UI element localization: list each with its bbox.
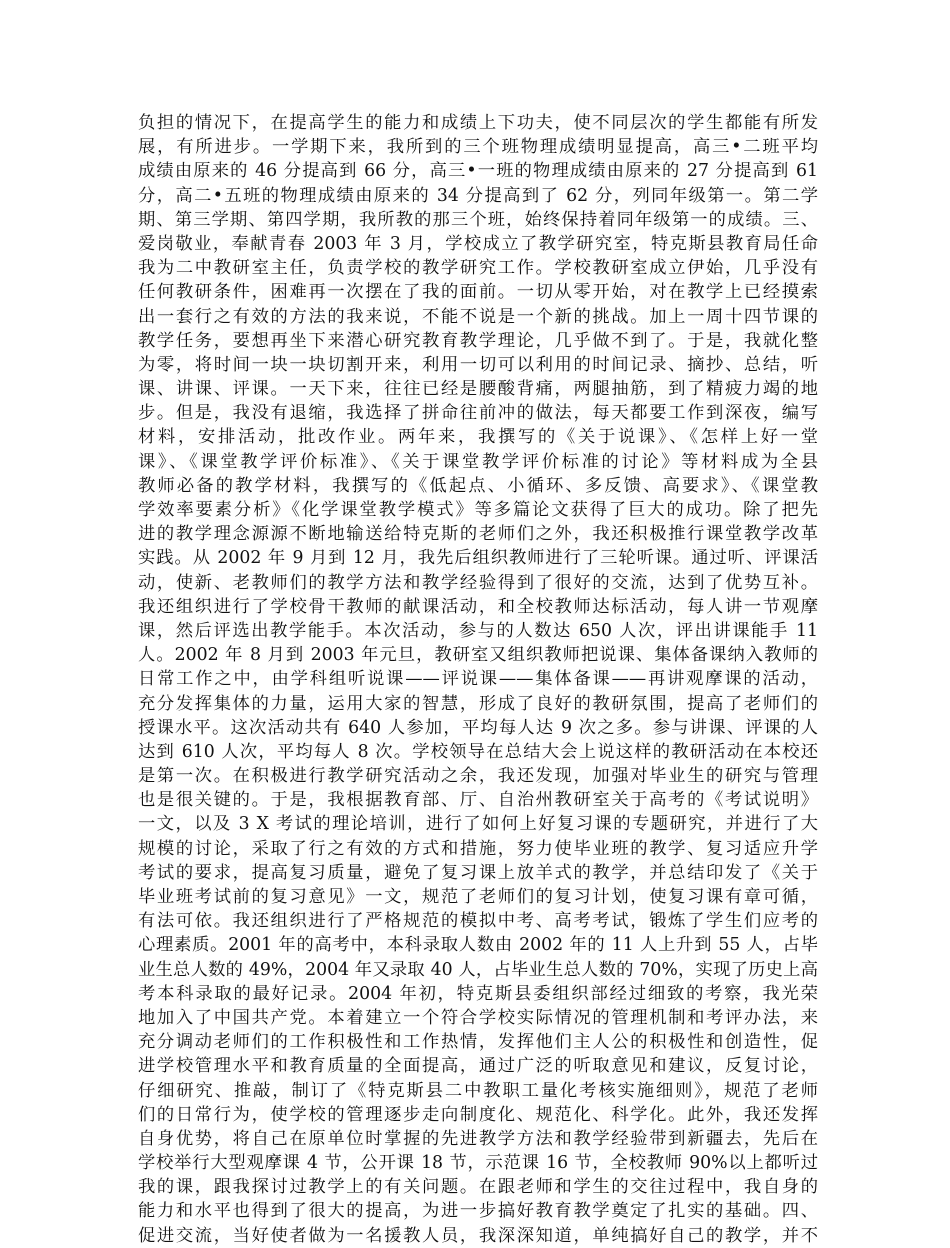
- text-line: 进学校管理水平和教育质量的全面提高，通过广泛的听取意见和建议，反复讨论，: [138, 1056, 818, 1077]
- text-line: 人。2002 年 8 月到 2003 年元旦，教研室又组织教师把说课、集体备课纳入教师的: [138, 645, 818, 666]
- text-line: 有法可依。我还组织进行了严格规范的模拟中考、高考考试，锻炼了学生们应考的: [138, 911, 818, 932]
- text-line: 我的课，跟我探讨过教学上的有关问题。在跟老师和学生的交往过程中，我自身的: [138, 1177, 818, 1198]
- text-line: 期、第三学期、第四学期，我所教的那三个班，始终保持着同年级第一的成绩。三、: [138, 209, 818, 230]
- text-line: 负担的情况下，在提高学生的能力和成绩上下功夫，使不同层次的学生都能有所发: [138, 113, 818, 133]
- text-line: 也是很关键的。于是，我根据教育部、厅、自治州教研室关于高考的《考试说明》: [138, 790, 818, 811]
- text-line: 考试的要求，提高复习质量，避免了复习课上放羊式的教学，并总结印发了《关于: [138, 862, 818, 883]
- text-line: 分，高二•五班的物理成绩由原来的 34 分提高到了 62 分，列同年级第一。第二学: [138, 185, 818, 206]
- text-line: 课》、《课堂教学评价标准》、《关于课堂教学评价标准的讨论》等材料成为全县: [138, 451, 818, 472]
- text-line: 我还组织进行了学校骨干教师的献课活动，和全校教师达标活动，每人讲一节观摩: [138, 596, 818, 617]
- text-line: 爱岗敬业，奉献青春 2003 年 3 月，学校成立了教学研究室，特克斯县教育局任命: [138, 233, 818, 254]
- text-line: 是第一次。在积极进行教学研究活动之余，我还发现，加强对毕业生的研究与管理: [138, 766, 818, 787]
- text-line: 教师必备的教学材料，我撰写的《低起点、小循环、多反馈、高要求》、《课堂教: [138, 475, 818, 496]
- text-line: 课、讲课、评课。一天下来，往往已经是腰酸背痛，两腿抽筋，到了精疲力竭的地: [138, 379, 818, 400]
- text-line: 充分发挥集体的力量，运用大家的智慧，形成了良好的教研氛围，提高了老师们的: [138, 693, 818, 714]
- text-line: 学校举行大型观摩课 4 节，公开课 18 节，示范课 16 节，全校教师 90%以上都听过: [138, 1153, 818, 1174]
- text-line: 自身优势，将自己在原单位时掌握的先进教学方法和教学经验带到新疆去，先后在: [138, 1128, 818, 1149]
- text-line: 心理素质。2001 年的高考中，本科录取人数由 2002 年的 11 人上升到 55 人，占毕: [138, 935, 818, 956]
- text-line: 出一套行之有效的方法的我来说，不能不说是一个新的挑战。加上一周十四节课的: [138, 306, 818, 327]
- text-line: 充分调动老师们的工作积极性和工作热情，发挥他们主人公的积极性和创造性，促: [138, 1032, 818, 1053]
- text-line: 地加入了中国共产党。本着建立一个符合学校实际情况的管理机制和考评办法，来: [138, 1007, 818, 1028]
- text-line: 进的教学理念源源不断地输送给特克斯的老师们之外，我还积极推行课堂教学改革: [138, 524, 818, 545]
- text-line: 动，使新、老教师们的教学方法和教学经验得到了很好的交流，达到了优势互补。: [138, 572, 818, 593]
- text-line: 毕业班考试前的复习意见》一文，规范了老师们的复习计划，使复习课有章可循，: [138, 887, 818, 907]
- text-line: 实践。从 2002 年 9 月到 12 月，我先后组织教师进行了三轮听课。通过听、评课活: [138, 548, 818, 569]
- text-line: 业生总人数的 49%，2004 年又录取 40 人，占毕业生总人数的 70%，实现了历史上高: [138, 959, 818, 980]
- text-line: 达到 610 人次，平均每人 8 次。学校领导在总结大会上说这样的教研活动在本校还: [138, 741, 818, 762]
- text-line: 仔细研究、推敲，制订了《特克斯县二中教职工量化考核实施细则》，规范了老师: [138, 1080, 818, 1101]
- text-line: 为零，将时间一块一块切割开来，利用一切可以利用的时间记录、摘抄、总结，听: [138, 354, 818, 375]
- text-line: 日常工作之中，由学科组听说课——评说课——集体备课——再讲观摩课的活动，: [138, 669, 818, 690]
- text-line: 考本科录取的最好记录。2004 年初，特克斯县委组织部经过细致的考察，我光荣: [138, 983, 818, 1004]
- text-line: 规模的讨论，采取了行之有效的方式和措施，努力使毕业班的教学、复习适应升学: [138, 838, 818, 859]
- text-line: 教学任务，要想再坐下来潜心研究教育教学理论，几乎做不到了。于是，我就化整: [138, 330, 818, 351]
- document-body: [138, 111, 818, 1248]
- text-line: 我为二中教研室主任，负责学校的教学研究工作。学校教研室成立伊始，几乎没有: [138, 258, 818, 279]
- text-line: 课，然后评选出教学能手。本次活动，参与的人数达 650 人次，评出讲课能手 11: [138, 620, 818, 641]
- text-line: 成绩由原来的 46 分提高到 66 分，高三•一班的物理成绩由原来的 27 分提高到 61: [138, 161, 818, 182]
- text-line: 学效率要素分析》《化学课堂教学模式》等多篇论文获得了巨大的成功。除了把先: [138, 500, 818, 520]
- text-line: 展，有所进步。一学期下来，我所到的三个班物理成绩明显提高，高三•二班平均: [138, 137, 818, 158]
- text-line: 授课水平。这次活动共有 640 人参加，平均每人达 9 次之多。参与讲课、评课的人: [138, 717, 818, 738]
- text-line: 步。但是，我没有退缩，我选择了拼命往前冲的做法，每天都要工作到深夜，编写: [138, 403, 818, 424]
- text-line: 们的日常行为，使学校的管理逐步走向制度化、规范化、科学化。此外，我还发挥: [138, 1104, 818, 1125]
- text-line: 材料，安排活动，批改作业。两年来，我撰写的《关于说课》、《怎样上好一堂: [138, 427, 818, 448]
- text-line: 能力和水平也得到了很大的提高，为进一步搞好教育教学奠定了扎实的基础。四、: [138, 1201, 818, 1222]
- text-line: 促进交流，当好使者做为一名援教人员，我深深知道，单纯搞好自己的教学，并不: [138, 1225, 818, 1246]
- text-line: 任何教研条件，困难再一次摆在了我的面前。一切从零开始，对在教学上已经摸索: [138, 282, 818, 303]
- text-line: 一文，以及 3 X 考试的理论培训，进行了如何上好复习课的专题研究，并进行了大: [138, 814, 818, 835]
